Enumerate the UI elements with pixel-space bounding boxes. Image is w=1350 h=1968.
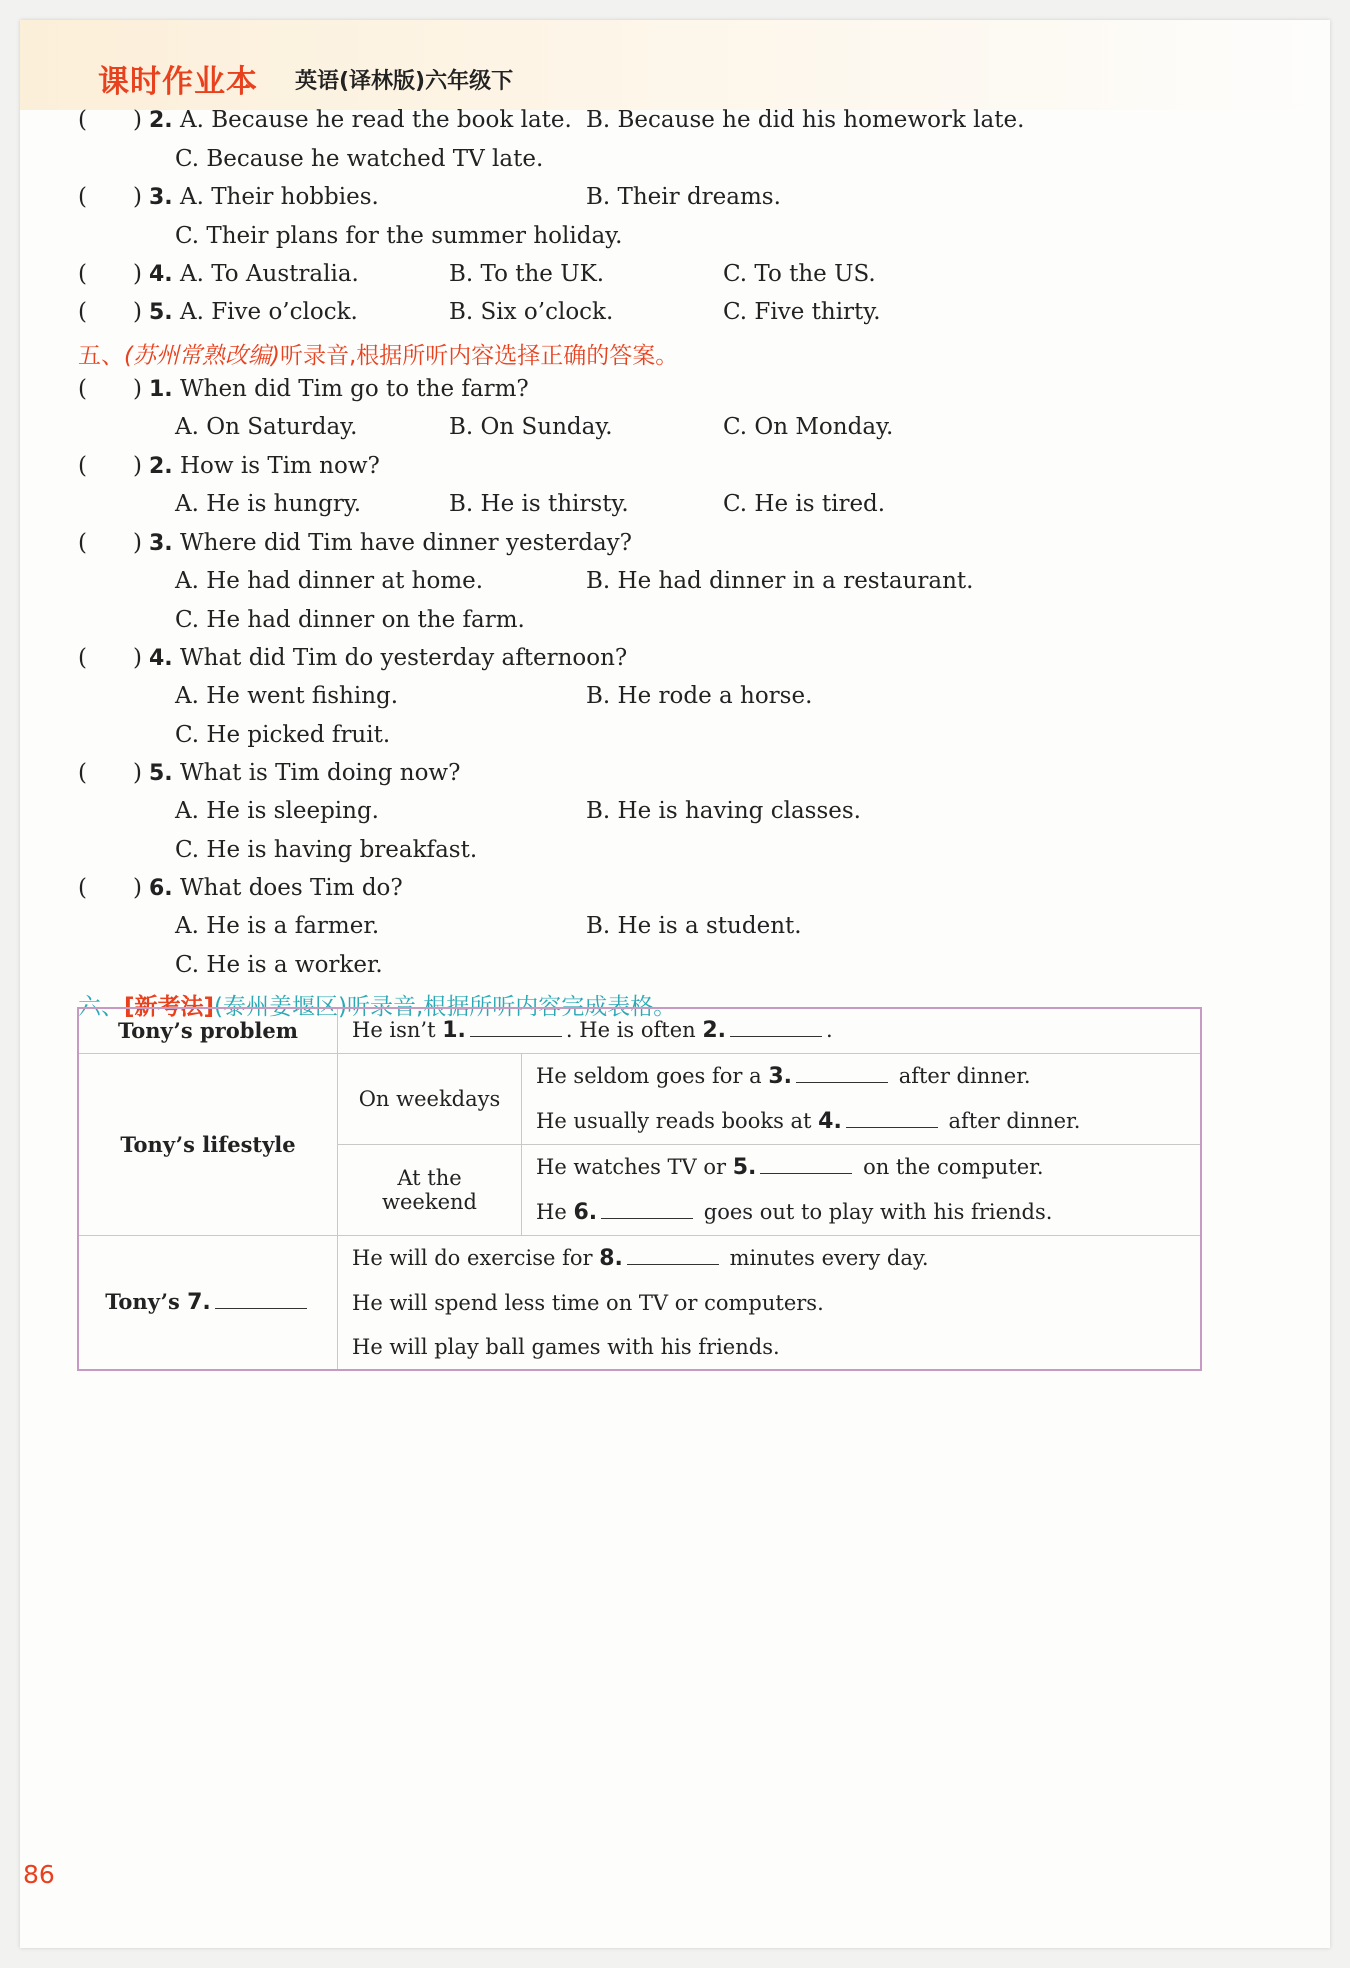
question-number: 6.: [149, 876, 173, 901]
book-title: 课时作业本: [98, 64, 258, 100]
answer-blank[interactable]: (: [78, 530, 87, 556]
option-text: He is a worker.: [206, 952, 383, 978]
option-letter: A.: [179, 107, 204, 133]
option-text: On Monday.: [754, 414, 894, 440]
option-text: He had dinner on the farm.: [206, 607, 525, 633]
fill-blank[interactable]: [470, 1018, 562, 1037]
question-text: Where did Tim have dinner yesterday?: [179, 530, 632, 556]
table-label: Tony’s 7.: [78, 1235, 338, 1370]
option-letter: A.: [175, 798, 199, 824]
option-letter: C.: [723, 299, 748, 325]
question-number: 1.: [149, 377, 173, 402]
table-label: Tony’s problem: [78, 1008, 338, 1053]
listening-table: [77, 1007, 1202, 1371]
option-letter: A.: [179, 261, 204, 287]
question-text: What is Tim doing now?: [179, 760, 461, 786]
option-text: He is a farmer.: [206, 913, 380, 939]
option-text: He is sleeping.: [206, 798, 379, 824]
option-text: He is having breakfast.: [206, 837, 478, 863]
option-letter: C.: [723, 491, 748, 517]
question-number: 4.: [149, 646, 173, 671]
question-number: 5.: [149, 761, 173, 786]
table-row: [78, 1053, 1201, 1144]
question-number: 2.: [149, 108, 173, 133]
option-text: Their dreams.: [617, 184, 781, 210]
page-header: [20, 20, 1330, 110]
option-letter: B.: [449, 261, 474, 287]
option-letter: A.: [175, 414, 199, 440]
question-number: 2.: [149, 454, 173, 479]
question-text: What did Tim do yesterday afternoon?: [179, 645, 628, 671]
option-text: He had dinner in a restaurant.: [617, 568, 974, 594]
table-cell: He seldom goes for a 3. after dinner. He usually reads books at 4. after dinner.: [522, 1053, 1202, 1144]
fill-blank[interactable]: [760, 1155, 852, 1174]
option-text: Their hobbies.: [211, 184, 379, 210]
fill-blank[interactable]: [796, 1064, 888, 1083]
option-text: He is tired.: [754, 491, 886, 517]
option-text: Because he watched TV late.: [206, 146, 544, 172]
section-5-heading: 五、(苏州常熟改编)听录音,根据所听内容选择正确的答案。: [78, 343, 679, 369]
table-label: Tony’s lifestyle: [78, 1053, 338, 1235]
book-subject: 英语(译林版)六年级下: [295, 69, 514, 94]
option-letter: C.: [175, 146, 200, 172]
option-letter: B.: [586, 568, 611, 594]
fill-blank[interactable]: [627, 1246, 719, 1265]
question-text: When did Tim go to the farm?: [179, 376, 529, 402]
option-text: Five thirty.: [754, 299, 881, 325]
option-letter: B.: [586, 913, 611, 939]
option-letter: C.: [175, 223, 200, 249]
answer-blank[interactable]: (: [78, 645, 87, 671]
option-letter: C.: [175, 607, 200, 633]
table-row: [78, 1235, 1201, 1370]
table-sublabel: At the weekend: [338, 1144, 522, 1235]
option-letter: A.: [175, 568, 199, 594]
option-text: He picked fruit.: [206, 722, 391, 748]
option-text: To Australia.: [211, 261, 359, 287]
option-letter: B.: [586, 184, 611, 210]
table-cell: He watches TV or 5. on the computer. He 6. goes out to play with his friends.: [522, 1144, 1202, 1235]
answer-blank[interactable]: (: [78, 261, 87, 287]
option-text: He is a student.: [617, 913, 802, 939]
option-letter: B.: [449, 299, 474, 325]
option-text: Their plans for the summer holiday.: [206, 223, 623, 249]
option-text: He is hungry.: [206, 491, 362, 517]
option-text: On Sunday.: [480, 414, 613, 440]
answer-blank[interactable]: (: [78, 760, 87, 786]
option-text: He had dinner at home.: [206, 568, 484, 594]
option-text: He rode a horse.: [617, 683, 813, 709]
question-number: 4.: [149, 262, 173, 287]
option-text: Because he read the book late.: [211, 107, 572, 133]
question-number: 3.: [149, 531, 173, 556]
table-sublabel: On weekdays: [338, 1053, 522, 1144]
option-letter: C.: [723, 261, 748, 287]
question-number: 3.: [149, 185, 173, 210]
fill-blank[interactable]: [215, 1290, 307, 1309]
fill-blank[interactable]: [846, 1109, 938, 1128]
option-text: To the UK.: [480, 261, 605, 287]
answer-blank[interactable]: (: [78, 875, 87, 901]
answer-blank[interactable]: (: [78, 453, 87, 479]
fill-blank[interactable]: [730, 1018, 822, 1037]
option-letter: B.: [586, 683, 611, 709]
question-text: What does Tim do?: [179, 875, 403, 901]
option-letter: B.: [586, 798, 611, 824]
table-cell: He isn’t 1. . He is often 2. .: [338, 1008, 1202, 1053]
option-text: He went fishing.: [206, 683, 399, 709]
option-text: Five o’clock.: [211, 299, 358, 325]
option-letter: A.: [175, 491, 199, 517]
answer-blank[interactable]: (: [78, 184, 87, 210]
option-text: On Saturday.: [206, 414, 358, 440]
option-text: To the US.: [754, 261, 876, 287]
answer-blank[interactable]: (: [78, 376, 87, 402]
option-letter: A.: [179, 184, 204, 210]
table-row: [78, 1008, 1201, 1053]
answer-blank[interactable]: (: [78, 299, 87, 325]
option-letter: A.: [179, 299, 204, 325]
question-number: 5.: [149, 300, 173, 325]
option-letter: C.: [175, 837, 200, 863]
new-method-tag: [新考法]: [124, 994, 215, 1020]
section-6-heading: 六、[新考法](泰州姜堰区)听录音,根据所听内容完成表格。: [78, 994, 677, 1020]
option-letter: A.: [175, 913, 199, 939]
option-letter: C.: [723, 414, 748, 440]
table-cell: He will do exercise for 8. minutes every day. He will spend less time on TV or computers. He will play ball games with his friends.: [338, 1235, 1202, 1370]
page-number: 86: [23, 1860, 55, 1889]
option-letter: C.: [175, 722, 200, 748]
option-text: He is thirsty.: [480, 491, 629, 517]
option-letter: C.: [175, 952, 200, 978]
option-letter: B.: [586, 107, 611, 133]
fill-blank[interactable]: [601, 1200, 693, 1219]
answer-blank[interactable]: (: [78, 107, 87, 133]
option-text: He is having classes.: [617, 798, 861, 824]
option-letter: A.: [175, 683, 199, 709]
option-text: Because he did his homework late.: [617, 107, 1025, 133]
option-text: Six o’clock.: [480, 299, 614, 325]
question-text: How is Tim now?: [179, 453, 380, 479]
option-letter: B.: [449, 414, 474, 440]
option-letter: B.: [449, 491, 474, 517]
